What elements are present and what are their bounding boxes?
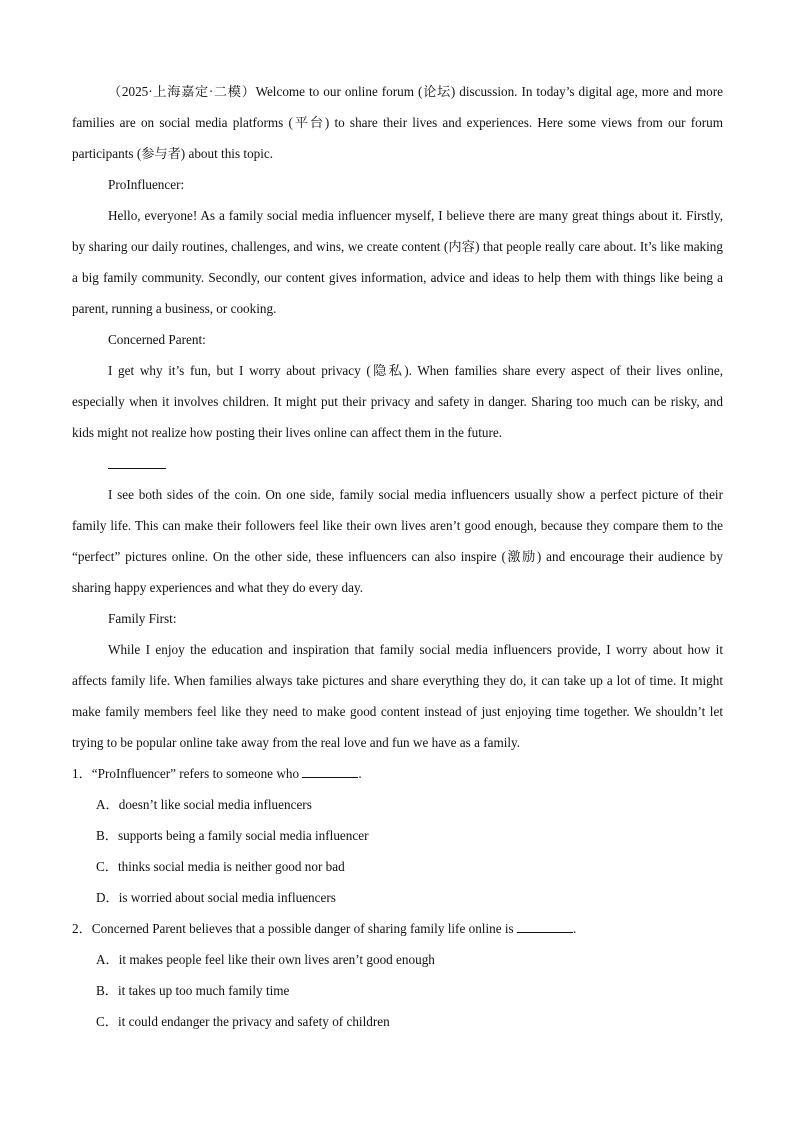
option-1a[interactable]: A．doesn’t like social media influencers [96, 797, 312, 812]
speaker-text-concerned-parent: I get why it’s fun, but I worry about privacy (隐私). When families share every aspect of their lives online, especially when it involves children. It might put their privacy and safety in danger. Sharing too much can be risky, and kids might not realize how posting their lives online can affect them in the future. [72, 363, 723, 440]
speaker-text-blank-speaker: I see both sides of the coin. On one side, family social media influencers usually show a perfect picture of their family life. This can make their followers feel like their own lives aren’t good enough, because they compare them to the “perfect” pictures online. On the other side, these influencers can also inspire (激励) and encourage their audience by sharing happy experiences and what they do every day. [72, 487, 723, 595]
question-stem: “ProInfluencer” refers to someone who [91, 766, 300, 781]
question-stem: Concerned Parent believes that a possible danger of sharing family life online is [91, 921, 514, 936]
speaker-name-family-first: Family First: [108, 611, 177, 626]
question-number: 2． [72, 921, 92, 936]
question-1: 1．“ProInfluencer” refers to someone who . [72, 766, 362, 781]
option-2b[interactable]: B．it takes up too much family time [96, 983, 290, 998]
question-number: 1． [72, 766, 92, 781]
option-2c[interactable]: C．it could endanger the privacy and safety of children [96, 1014, 390, 1029]
speaker-name-blank [72, 448, 723, 479]
document-page [72, 76, 723, 1037]
option-1b[interactable]: B．supports being a family social media influencer [96, 828, 369, 843]
question-2: 2．Concerned Parent believes that a possible danger of sharing family life online is . [72, 921, 577, 936]
intro-paragraph: （2025·上海嘉定·二模）Welcome to our online forum (论坛) discussion. In today’s digital age, more and more families are on social media platforms (平台) to share their lives and experiences. Here some views from our forum participants (参与者) about this topic. [72, 84, 723, 161]
speaker-text-family-first: While I enjoy the education and inspiration that family social media influencers provide, I worry about how it affects family life. When families always take pictures and share everything they do, it can take up a lot of time. It might make family members feel like they need to make good content instead of just enjoying time together. We shouldn’t let trying to be popular online take away from the real love and fun we have as a family. [72, 642, 723, 750]
option-1c[interactable]: C．thinks social media is neither good nor bad [96, 859, 345, 874]
option-1d[interactable]: D．is worried about social media influencers [96, 890, 336, 905]
speaker-name-proinfluencer: ProInfluencer: [108, 177, 185, 192]
speaker-name-concerned-parent: Concerned Parent: [108, 332, 206, 347]
speaker-text-proinfluencer: Hello, everyone! As a family social media influencer myself, I believe there are many great things about it. Firstly, by sharing our daily routines, challenges, and wins, we create content (内容) that people really care about. It’s like making a big family community. Secondly, our content gives information, advice and ideas to help them with things like being a parent, running a business, or cooking. [72, 208, 723, 316]
answer-blank [517, 920, 573, 933]
option-2a[interactable]: A．it makes people feel like their own lives aren’t good enough [96, 952, 435, 967]
answer-blank [302, 765, 358, 778]
